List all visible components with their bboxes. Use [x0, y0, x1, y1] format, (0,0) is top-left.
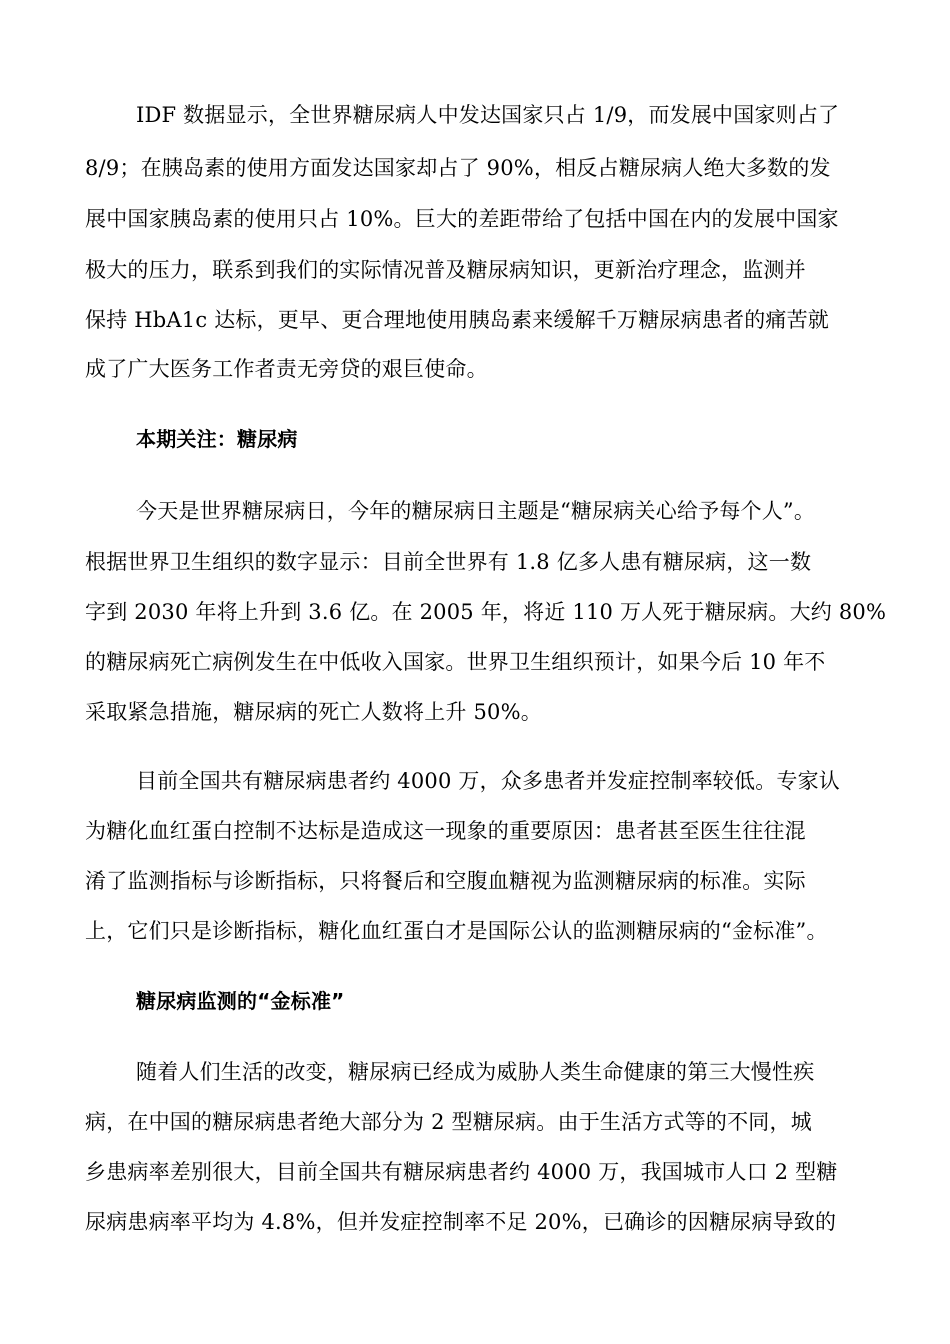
text-line: 根据世界卫生组织的数字显示：目前全世界有 1.8 亿多人患有糖尿病，这一数 [85, 550, 812, 574]
section-heading: 糖尿病监测的“金标准” [136, 989, 345, 1013]
text-line: 今天是世界糖尿病日，今年的糖尿病日主题是“糖尿病关心给予每个人”。 [136, 499, 816, 523]
text-line: 的糖尿病死亡病例发生在中低收入国家。世界卫生组织预计，如果今后 10 年不 [85, 650, 826, 674]
text-line: 淆了监测指标与诊断指标，只将餐后和空腹血糖视为监测糖尿病的标准。实际 [85, 869, 806, 893]
text-line: 随着人们生活的改变，糖尿病已经成为威胁人类生命健康的第三大慢性疾 [136, 1060, 815, 1084]
text-line: 目前全国共有糖尿病患者约 4000 万，众多患者并发症控制率较低。专家认 [136, 769, 840, 793]
text-line: 病，在中国的糖尿病患者绝大部分为 2 型糖尿病。由于生活方式等的不同，城 [85, 1110, 812, 1134]
section-heading: 本期关注：糖尿病 [136, 427, 298, 451]
text-line: 字到 2030 年将上升到 3.6 亿。在 2005 年，将近 110 万人死于糖尿病。大约 80% [85, 600, 887, 624]
text-line: 上，它们只是诊断指标，糖化血红蛋白才是国际公认的监测糖尿病的“金标准”。 [85, 919, 828, 943]
text-line: 展中国家胰岛素的使用只占 10%。巨大的差距带给了包括中国在内的发展中国家 [85, 207, 839, 231]
text-line: 极大的压力，联系到我们的实际情况普及糖尿病知识，更新治疗理念，监测并 [85, 258, 806, 282]
text-line: 乡患病率差别很大，目前全国共有糖尿病患者约 4000 万，我国城市人口 2 型糖 [85, 1160, 838, 1184]
text-line: 保持 HbA1c 达标，更早、更合理地使用胰岛素来缓解千万糖尿病患者的痛苦就 [85, 308, 829, 332]
text-line: 尿病患病率平均为 4.8%，但并发症控制率不足 20%，已确诊的因糖尿病导致的 [85, 1210, 837, 1234]
text-line: 采取紧急措施，糖尿病的死亡人数将上升 50%。 [85, 700, 542, 724]
text-line: 8/9；在胰岛素的使用方面发达国家却占了 90%，相反占糖尿病人绝大多数的发 [85, 156, 831, 180]
text-line: 成了广大医务工作者责无旁贷的艰巨使命。 [85, 357, 488, 381]
text-line: IDF 数据显示，全世界糖尿病人中发达国家只占 1/9，而发展中国家则占了 [136, 103, 840, 127]
text-line: 为糖化血红蛋白控制不达标是造成这一现象的重要原因：患者甚至医生往往混 [85, 819, 806, 843]
